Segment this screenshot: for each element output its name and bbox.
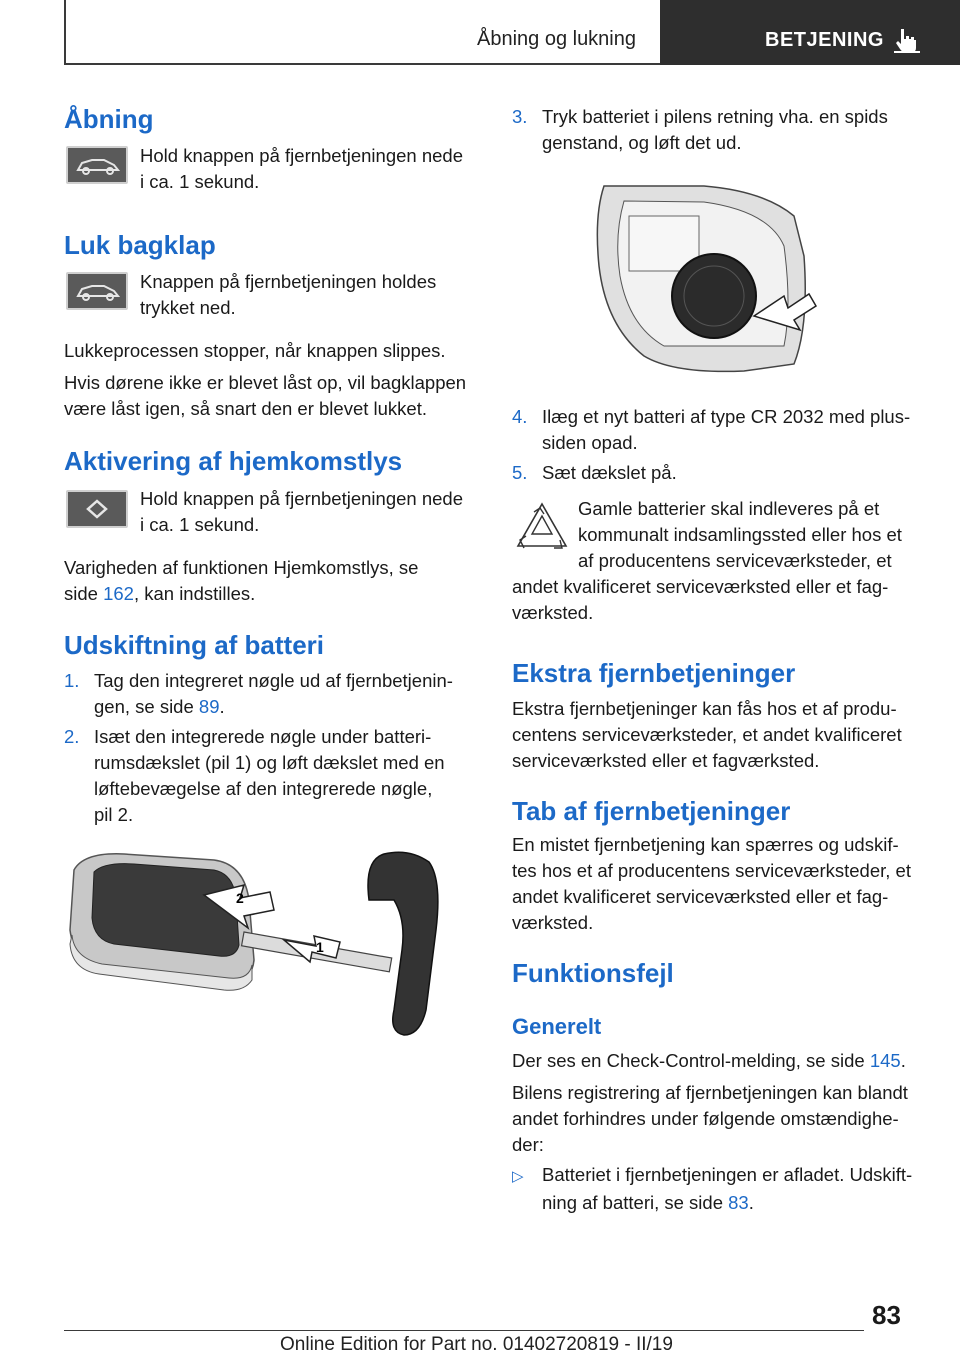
note-line-e: værksted. [512, 602, 594, 623]
bullet-triangle-icon: ▷ [512, 1168, 524, 1185]
page-link-83[interactable]: 83 [728, 1192, 749, 1213]
light-button-icon [66, 490, 128, 528]
note-line-a: Gamle batterier skal indleveres på et [578, 498, 880, 519]
arrow-label-1: 1 [316, 939, 324, 955]
text-abning-1: Hold knappen på fjernbetjeningen nede [140, 145, 463, 166]
step1-line-c: . [219, 696, 225, 717]
step2-line-b: rumsdækslet (pil 1) og løft dækslet med en [94, 752, 445, 773]
step1-line-b: gen, se side [94, 696, 199, 717]
arrow-label-2: 2 [236, 890, 244, 906]
edition-footer: Online Edition for Part no. 01402720819 - II/19 [280, 1334, 673, 1355]
chapter-label: BETJENING [765, 29, 884, 51]
text-hjem-2: i ca. 1 sekund. [140, 514, 260, 535]
step4-line-a: Ilæg et nyt batteri af type CR 2032 med plus‐ [542, 406, 911, 427]
footer-rule [64, 1330, 864, 1331]
ekstra-line-a: Ekstra fjernbetjeninger kan fås hos et af produ‐ [512, 698, 897, 719]
step-number-5: 5. [512, 462, 528, 483]
step1-line-a: Tag den integreret nøgle ud af fjernbetjenin‐ [94, 670, 453, 691]
note-line-d: andet kvalificeret serviceværksted eller et fag‐ [512, 576, 889, 597]
heading-luk-bagklap: Luk bagklap [64, 230, 216, 260]
step5-line-a: Sæt dækslet på. [542, 462, 677, 483]
heading-tab: Tab af fjernbetjeninger [512, 796, 791, 826]
tab-line-a: En mistet fjernbetjening kan spærres og udskif‐ [512, 834, 899, 855]
text-varighed-2: side [64, 583, 104, 604]
car-trunk-button-icon [66, 272, 128, 310]
page-link-145[interactable]: 145 [869, 1050, 901, 1071]
heading-funktionsfejl: Funktionsfejl [512, 958, 674, 988]
text-lukkeprocessen: Lukkeprocessen stopper, når knappen slippes. [64, 340, 446, 361]
step3-line-a: Tryk batteriet i pilens retning vha. en spids [542, 106, 888, 127]
bilens-line-c: der: [512, 1134, 544, 1155]
note-line-b: kommunalt indsamlingssted eller hos et [578, 524, 902, 545]
text-luk-2: trykket ned. [140, 297, 236, 318]
step-number-1: 1. [64, 670, 80, 691]
heading-abning: Åbning [64, 104, 154, 134]
bilens-line-b: andet forhindres under følgende omstændighe‐ [512, 1108, 899, 1129]
page-link-162[interactable]: 162 [103, 583, 134, 604]
step-number-4: 4. [512, 406, 528, 427]
text-luk-1: Knappen på fjernbetjeningen holdes [140, 271, 437, 292]
tab-line-c: andet kvalificeret serviceværksted eller et fag‐ [512, 886, 889, 907]
heading-ekstra: Ekstra fjernbetjeninger [512, 658, 796, 688]
note-line-c: af producentens serviceværksteder, et [578, 550, 892, 571]
hand-pointer-icon [892, 25, 922, 55]
recycle-icon [514, 500, 570, 556]
text-varighed-3: , kan indstilles. [133, 583, 256, 604]
section-title: Åbning og lukning [476, 28, 636, 50]
text-varighed-1: Varigheden af funktionen Hjemkomstlys, se [64, 557, 419, 578]
bullet-line-a: Batteriet i fjernbetjeningen er afladet. Udskift‐ [542, 1164, 913, 1185]
heading-udskiftning: Udskiftning af batteri [64, 630, 325, 660]
bilens-line-a: Bilens registrering af fjernbetjeningen kan blandt [512, 1082, 908, 1103]
text-hvis-1: Hvis dørene ikke er blevet låst op, vil bagklappen [64, 372, 467, 393]
step-number-2: 2. [64, 726, 80, 747]
tab-line-b: tes hos et af producentens serviceværksteder, et [512, 860, 911, 881]
page-number: 83 [872, 1300, 901, 1330]
bullet-line-b: ning af batteri, se side [542, 1192, 729, 1213]
text-hvis-2: være låst igen, så snart den er blevet lukket. [64, 398, 427, 419]
step3-line-b: genstand, og løft det ud. [542, 132, 742, 153]
step2-line-d: pil 2. [94, 804, 134, 825]
header-divider [64, 0, 66, 64]
bullet-line-end: . [748, 1192, 754, 1213]
text-abning-2: i ca. 1 sekund. [140, 171, 260, 192]
step4-line-b: siden opad. [542, 432, 638, 453]
heading-hjemkomstlys: Aktivering af hjemkomstlys [64, 446, 403, 476]
chapter-tab[interactable] [660, 0, 960, 65]
car-open-button-icon [66, 146, 128, 184]
ekstra-line-c: serviceværksted eller et fagværksted. [512, 750, 820, 771]
step2-line-c: løftebevægelse af den integrerede nøgle, [94, 778, 433, 799]
generelt-text-end: . [900, 1050, 906, 1071]
step-number-3: 3. [512, 106, 528, 127]
key-removal-illustration [64, 840, 464, 1060]
subheading-generelt: Generelt [512, 1014, 602, 1039]
generelt-text: Der ses en Check-Control-melding, se side [512, 1050, 870, 1071]
ekstra-line-b: centens serviceværksteder, et andet kvalificeret [512, 724, 902, 745]
text-hjem-1: Hold knappen på fjernbetjeningen nede [140, 488, 463, 509]
battery-illustration [584, 176, 824, 376]
tab-line-d: værksted. [512, 912, 594, 933]
page-link-89[interactable]: 89 [198, 696, 220, 717]
step2-line-a: Isæt den integrerede nøgle under batteri‐ [94, 726, 432, 747]
